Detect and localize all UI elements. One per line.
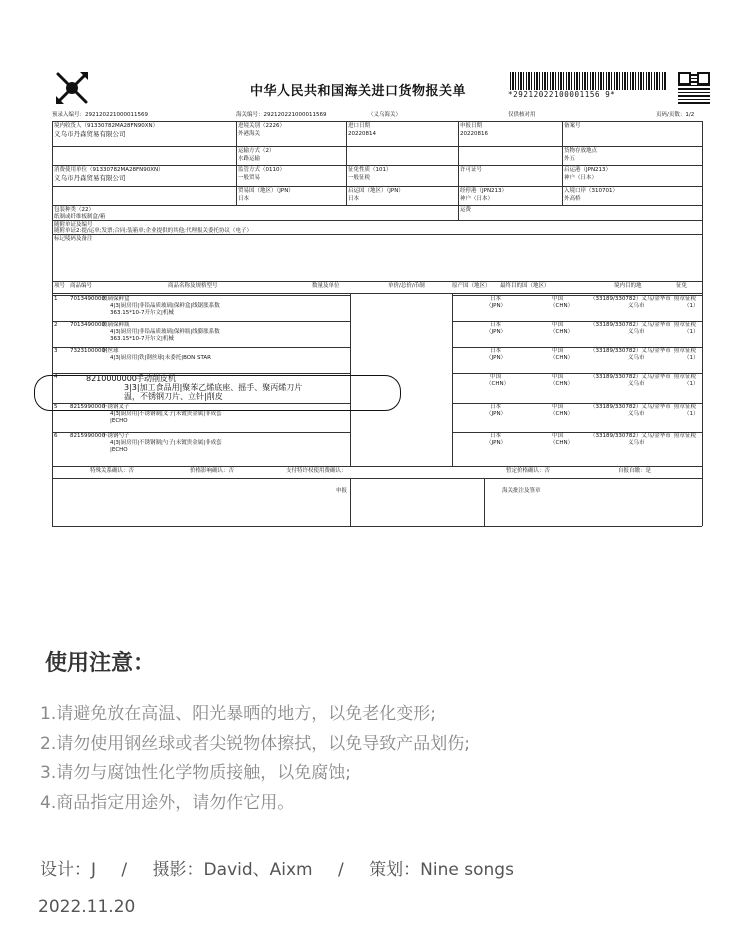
item-dest: 中国 xyxy=(552,374,564,380)
item-dest_code: （CHN） xyxy=(550,381,574,387)
item-levy_code: （1） xyxy=(684,355,699,361)
item-code: 7013490000 xyxy=(70,296,105,302)
barcode xyxy=(510,72,666,90)
item-levy: 照章征税 xyxy=(674,374,697,380)
item-spec2: |ECHO xyxy=(110,418,128,424)
item-spec1: 4|3|厨房用|不锈钢制|叉子|未镀贵金属|非成套 xyxy=(110,411,222,417)
pre-entry-no: 预录入编号：292120221000011569 xyxy=(52,112,148,118)
item-levy_code: （1） xyxy=(684,303,699,309)
item-dest: 中国 xyxy=(552,348,564,354)
item-origin: 中国 xyxy=(490,374,502,380)
publish-date: 2022.11.20 xyxy=(38,897,136,917)
item-domestic: （33189/330782）义乌/金华市 xyxy=(590,296,671,302)
note-item: 1.请避免放在高温、阳光暴晒的地方，以免老化变形; xyxy=(40,704,436,724)
credit-separator: / xyxy=(121,860,128,880)
item-dest_code: （CHN） xyxy=(550,303,574,309)
item-origin_code: （JPN） xyxy=(486,329,507,335)
item-levy_code: （1） xyxy=(684,329,699,335)
item-code: 7323100000 xyxy=(70,348,105,354)
notes-heading: 使用注意： xyxy=(45,651,156,676)
credit-plan: 策划：Nine songs xyxy=(369,860,514,880)
item-code: 7013490000 xyxy=(70,322,105,328)
item-domestic: （33189/330782）义乌/金华市 xyxy=(590,404,671,410)
item-domestic: （33189/330782）义乌/金华市 xyxy=(590,374,671,380)
item-domestic2: 义乌市 xyxy=(628,411,645,417)
item-levy_code: （1） xyxy=(684,411,699,417)
item-domestic2: 义乌市 xyxy=(628,381,645,387)
customs-name: （义乌海关） xyxy=(368,112,402,118)
note-item: 3.请勿与腐蚀性化学物质接触，以免腐蚀; xyxy=(40,763,351,783)
item-origin_code: （JPN） xyxy=(486,303,507,309)
item-code: 8210000000 xyxy=(86,374,137,383)
consignee: 义乌市丹森贸易有限公司 xyxy=(54,130,126,138)
item-origin_code: （JPN） xyxy=(486,355,507,361)
item-code: 8215990000 xyxy=(70,404,105,410)
note-item: 2.请勿使用钢丝球或者尖锐物体擦拭，以免导致产品划伤; xyxy=(40,733,470,754)
item-domestic: （33189/330782）义乌/金华市 xyxy=(590,348,671,354)
check-only: 仅供核对用 xyxy=(508,112,536,118)
item-dest_code: （CHN） xyxy=(550,355,574,361)
item-levy: 照章征税 xyxy=(674,404,697,410)
item-spec1: 4|3|厨房用|非铅晶质玻璃|保鲜瓶|线膨胀系数 xyxy=(110,329,220,335)
item-dest_code: （CHN） xyxy=(550,440,574,446)
item-code: 8215990000 xyxy=(70,433,105,439)
item-spec2: 363.15*10-7开尔文|机械 xyxy=(110,336,174,342)
item-no: 3 xyxy=(54,348,58,354)
item-name: 手动削皮机 xyxy=(136,374,176,383)
item-no: 2 xyxy=(54,322,58,328)
item-origin: 日本 xyxy=(490,404,502,410)
item-name: 玻璃保鲜盒 xyxy=(102,296,130,302)
item-domestic2: 义乌市 xyxy=(628,355,645,361)
item-levy: 照章征税 xyxy=(674,296,697,302)
item-spec2: 温，不锈钢刀片、立针|削皮 xyxy=(124,392,223,401)
item-origin_code: （JPN） xyxy=(486,411,507,417)
item-spec1: 4|3|厨房用|非铅晶质玻璃|保鲜盒|线锯胀系数 xyxy=(110,303,220,309)
customs-declaration-form: 中华人民共和国海关进口货物报关单 *29212022100001156 9* 预录入编号：292120221000011569 海关编号：292120221000011569 （义乌海关） 仅供核对用 页码/页数：1/2 境内收货人（91330782MA28FN90XN） 义乌市丹森贸易有限公司 进境关别（2226） 外港海关 进口日期 20220814 申报日期 20220816 备案号 运输方式（2） 水路运输 货物存放地点 外五 消费使用单位（91330782MA28FN90XN） 义乌市丹森贸易有限公司 监管方式（0110） 一般贸易 征免性质（101） 一般征税 许可证号 启运港（JPN213） 神户（日本） 贸易国（地区）（JPN） 日本 启运国（地区）（JPN） 日本 经停港（JPN213） 神户（日本） 入境口岸（310701） 外高桥 包装种类（22） 纸制或纤维板制盒/箱 运费 随附单证及编号 随附单证2:提/运单;发票;合同;装箱单;企业提供的其他;代理报关委托协议（电子） 标记唛码及备注 项号 商品编号 商品名称及规格型号 数量及单位 单价/总价/币制 原产国（地区） 最终目的国（地区） 境内目的地 征免 1 7013490000 玻璃保鲜盒 4|3|厨房用|非铅晶质玻璃|保鲜盒|线锯胀系数 363.15*10-7开尔文|机械 日本 （JPN） 中国 （CHN） （33189/330782）义乌/金华市 义乌市 照章征税 （1） 2 7013490000 玻璃保鲜瓶 4|3|厨房用|非铅晶质玻璃|保鲜瓶|线膨胀系数 363.15*10-7开尔文|机械 日本 （JPN） 中国 （CHN） （33189/330782）义乌/金华市 义乌市 照章征税 （1） 3 7323100000 钢丝球 4|3|厨房用|铁|钢丝球|未委托|BON STAR 日本 （JPN） 中国 （CHN） （33189/330782）义乌/金华市 义乌市 照章征税 （1） 4 8210000000 手动削皮机 3|3|加工食品用|聚苯乙烯底座、摇手、聚丙烯刀片 温，不锈钢刀片、立针|削皮 中国 （CHN） 中国 （CHN） （33189/330782）义乌/金华市 义乌市 照章征税 （1） 5 8215990000 不锈钢叉子 4|3|厨房用|不锈钢制|叉子|未镀贵金属|非成套 |ECHO 日本 （JPN） 中国 （CHN） （33189/330782）义乌/金华市 义乌市 照章征税 （1） 6 8215990000 不锈钢勺子 4|3|厨房用|不锈钢制|勺子|未镀贵金属|非成套 |ECHO 日本 （JPN） 中国 （CHN） （33189/330782）义乌/金华市 义乌市 照章征税 特殊关系确认：否 价格影响确认：否 支付特许权使用费确认： 暂定价格确认：否 自报自缴：是 申报 海关批注及签章 xyxy=(50,68,702,528)
item-origin_code: （JPN） xyxy=(486,440,507,446)
item-levy: 照章征税 xyxy=(674,348,697,354)
item-dest_code: （CHN） xyxy=(550,411,574,417)
item-domestic2: 义乌市 xyxy=(628,303,645,309)
item-domestic: （33189/330782）义乌/金华市 xyxy=(590,433,671,439)
customs-emblem-icon xyxy=(52,68,92,108)
item-no: 6 xyxy=(54,433,58,439)
attached-docs: 随附单证2:提/运单;发票;合同;装箱单;企业提供的其他;代理报关委托协议（电子） xyxy=(54,228,252,234)
qr-code xyxy=(678,72,710,104)
item-spec2: 363.15*10-7开尔文|机械 xyxy=(110,310,174,316)
item-no: 4 xyxy=(54,374,58,380)
item-levy_code: （1） xyxy=(684,381,699,387)
credit-photo: 摄影：David、Aixm xyxy=(152,860,313,880)
item-domestic2: 义乌市 xyxy=(628,440,645,446)
item-name: 不锈钢勺子 xyxy=(102,433,130,439)
customs-no: 海关编号：292120221000011569 xyxy=(236,112,327,118)
page-number: 页码/页数：1/2 xyxy=(656,112,695,118)
item-origin_code: （CHN） xyxy=(486,381,510,387)
item-dest: 中国 xyxy=(552,433,564,439)
highlight-circle xyxy=(34,375,401,411)
item-dest: 中国 xyxy=(552,296,564,302)
item-dest_code: （CHN） xyxy=(550,329,574,335)
credit-design: 设计：J xyxy=(40,860,97,880)
item-spec1: 4|3|厨房用|铁|钢丝球|未委托|BON STAR xyxy=(110,355,211,361)
item-origin: 日本 xyxy=(490,348,502,354)
item-name: 不锈钢叉子 xyxy=(102,404,130,410)
item-domestic2: 义乌市 xyxy=(628,329,645,335)
item-origin: 日本 xyxy=(490,322,502,328)
item-name: 钢丝球 xyxy=(102,348,119,354)
item-spec2: |ECHO xyxy=(110,447,128,453)
item-levy: 照章征税 xyxy=(674,433,697,439)
item-origin: 日本 xyxy=(490,296,502,302)
barcode-text: *29212022100001156 9* xyxy=(508,90,616,99)
form-title: 中华人民共和国海关进口货物报关单 xyxy=(250,84,467,99)
notes-list xyxy=(40,700,470,818)
item-dest: 中国 xyxy=(552,404,564,410)
credit-separator: / xyxy=(338,860,344,880)
item-spec1: 3|3|加工食品用|聚苯乙烯底座、摇手、聚丙烯刀片 xyxy=(124,383,303,392)
item-domestic: （33189/330782）义乌/金华市 xyxy=(590,322,671,328)
item-origin: 日本 xyxy=(490,433,502,439)
item-dest: 中国 xyxy=(552,322,564,328)
credits xyxy=(40,855,514,880)
item-levy: 照章征税 xyxy=(674,322,697,328)
note-item: 4.商品指定用途外，请勿作它用。 xyxy=(40,792,295,813)
item-no: 1 xyxy=(54,296,58,302)
item-no: 5 xyxy=(54,404,58,410)
item-name: 玻璃保鲜瓶 xyxy=(102,322,130,328)
item-spec1: 4|3|厨房用|不锈钢制|勺子|未镀贵金属|非成套 xyxy=(110,440,222,446)
